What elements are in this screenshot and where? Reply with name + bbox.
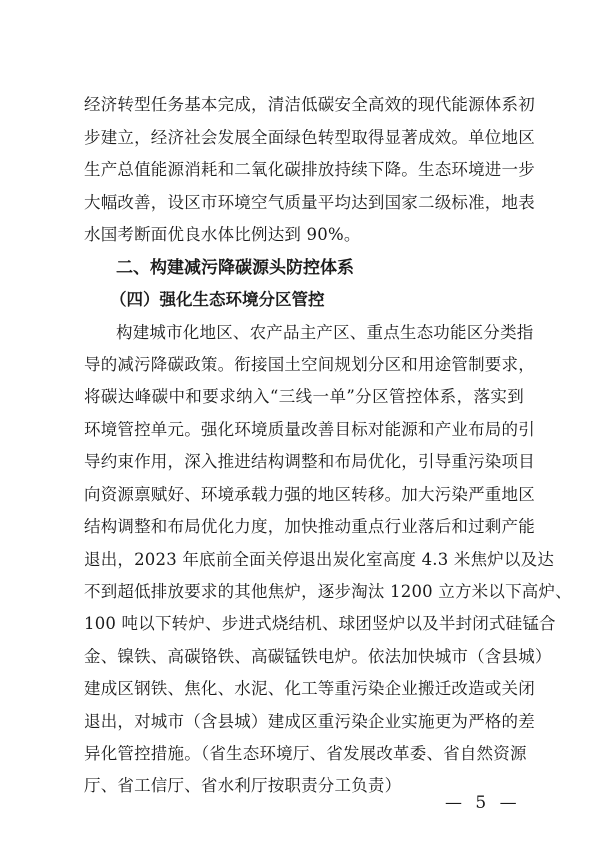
paragraph-line: 构建城市化地区、农产品主产区、重点生态功能区分类指: [116, 323, 534, 342]
paragraph-line: 100 吨以下转炉、步进式烧结机、球团竖炉以及半封闭式硅锰合: [84, 614, 556, 633]
paragraph-line: 退出，2023 年底前全面关停退出炭化室高度 4.3 米焦炉以及达: [84, 550, 555, 569]
paragraph-line: 退出，对城市（含县城）建成区重污染企业实施更为严格的差: [84, 712, 535, 731]
subsection-heading: （四）强化生态环境分区管控: [110, 290, 325, 309]
paragraph-line: 经济转型任务基本完成，清洁低碳安全高效的现代能源体系初: [84, 95, 535, 114]
paragraph-line: 导约束作用，深入推进结构调整和布局优化，引导重污染项目: [84, 452, 535, 471]
paragraph-line: 导的减污降碳政策。衔接国土空间规划分区和用途管制要求，: [84, 355, 535, 374]
paragraph-line: 大幅改善，设区市环境空气质量平均达到国家二级标准，地表: [84, 193, 535, 212]
paragraph-line: 异化管控措施。（省生态环境厅、省发展改革委、省自然资源: [84, 744, 527, 763]
paragraph-line: 步建立，经济社会发展全面绿色转型取得显著成效。单位地区: [84, 128, 535, 147]
paragraph-line: 生产总值能源消耗和二氧化碳排放持续下降。生态环境进一步: [84, 160, 535, 179]
paragraph-line: 环境管控单元。强化环境质量改善目标对能源和产业布局的引: [84, 420, 535, 439]
paragraph-line: 金、镍铁、高碳铬铁、高碳锰铁电炉。依法加快城市（含县城）: [84, 647, 552, 666]
paragraph-line: 向资源禀赋好、环境承载力强的地区转移。加大污染严重地区: [84, 485, 535, 504]
paragraph-line: 建成区钢铁、焦化、水泥、化工等重污染企业搬迁改造或关闭: [84, 679, 535, 698]
paragraph-line: 不到超低排放要求的其他焦炉，逐步淘汰 1200 立方米以下高炉、: [84, 582, 572, 601]
paragraph-line: 厅、省工信厅、省水利厅按职责分工负责）: [84, 776, 402, 795]
section-heading: 二、构建减污降碳源头防控体系: [116, 258, 354, 278]
paragraph-line: 水国考断面优良水体比例达到 90%。: [84, 225, 361, 244]
paragraph-line: 结构调整和布局优化力度，加快推动重点行业落后和过剩产能: [84, 517, 535, 536]
page-number: — 5 —: [445, 793, 521, 813]
paragraph-line: 将碳达峰碳中和要求纳入“三线一单”分区管控体系，落实到: [84, 387, 524, 406]
